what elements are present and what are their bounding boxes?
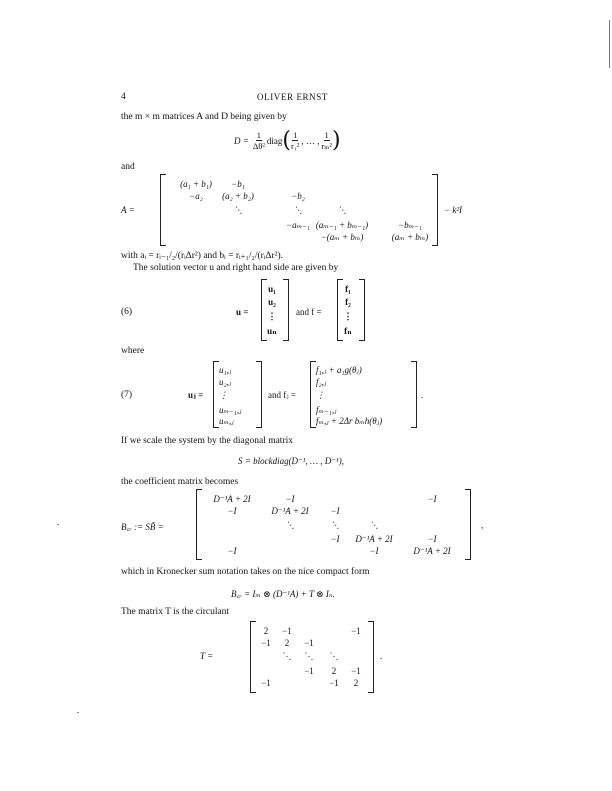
eq-b-cell: D⁻¹A + 2I <box>413 546 451 556</box>
running-title: OLIVER ERNST <box>257 92 328 102</box>
eq-t-cell: −1 <box>304 666 314 676</box>
eq-t-cell: −1 <box>329 678 339 688</box>
where-word: where <box>121 346 145 356</box>
eq7-f-right-bracket <box>411 361 417 428</box>
eq-b-cell: −I <box>227 506 237 516</box>
eq-b-cell: D⁻¹A + 2I <box>213 494 251 504</box>
eq-d-inner2-den: rₘ² <box>321 140 332 151</box>
eq-t-cell: 2 <box>284 638 290 648</box>
eq-b-right-bracket <box>465 489 471 560</box>
eq6-f-entry: f₁ <box>345 284 351 294</box>
eq-t-cell: ⋱ <box>282 651 292 661</box>
eq7-f-entry: f₂,ⱼ <box>316 377 327 387</box>
eq-b-cell: ⋱ <box>369 520 379 530</box>
eq-t-cell: ⋱ <box>304 651 314 661</box>
circ-line: The matrix T is the circulant <box>121 607 230 617</box>
coef-line: the coefficient matrix becomes <box>121 477 239 487</box>
eq-d-lhs: D = <box>234 135 249 146</box>
eq-t-lhs: T = <box>200 651 214 661</box>
eq-a-tail: − k²I <box>444 205 463 215</box>
eq-a-cell: ⋱ <box>233 205 243 215</box>
eq-b-cell: −I <box>227 546 237 556</box>
eq-a-cell: (aₘ₋₁ + bₘ₋₁) <box>315 220 369 230</box>
eq7-and: and fⱼ = <box>268 390 296 400</box>
eq6-f-left-bracket <box>337 279 343 341</box>
eq6-u-lhs: u = <box>236 307 249 317</box>
eq-a-right-bracket <box>432 174 438 246</box>
eq-b-cell: −I <box>369 546 379 556</box>
eq-b-left-bracket <box>196 489 202 560</box>
eq7-u-right-bracket <box>256 361 262 428</box>
eq-t-cell: −1 <box>351 626 361 636</box>
eq-d-rparen: ) <box>331 128 341 153</box>
eq6-u-right-bracket <box>283 279 289 341</box>
scale-line: If we scale the system by the diagonal matrix <box>121 436 294 446</box>
intro-text: the m × m matrices A and D being given by <box>121 112 287 122</box>
eq7-end: . <box>421 390 424 400</box>
eq-b-cell: ⋱ <box>330 520 340 530</box>
eq7-f-entry: fₘ₋₁,ⱼ <box>316 405 337 415</box>
eq-s: S = blockdiag(D⁻¹, … , D⁻¹), <box>238 456 344 466</box>
eq6-u-entry: uₙ <box>267 326 277 336</box>
eq-a-cell: (a₂ + b₂) <box>222 191 254 201</box>
eq6-f-right-bracket <box>359 279 365 341</box>
eq6-f-entry: fₙ <box>344 326 352 336</box>
eq-t-cell: 2 <box>353 678 359 688</box>
scan-speck <box>57 524 59 525</box>
eq-a-cell: −b₂ <box>291 191 305 201</box>
eq-a-cell: −a₂ <box>189 191 203 201</box>
eq7-u-entry: u₂,ⱼ <box>219 377 232 387</box>
eq-t-cell: −1 <box>304 638 314 648</box>
eq-b-cell: −I <box>427 494 437 504</box>
eq-b-cell: −I <box>285 494 295 504</box>
and-word: and <box>121 162 135 172</box>
eq-t-left-bracket <box>250 621 256 693</box>
eq-t-cell: −1 <box>261 638 271 648</box>
eq-t-end: . <box>380 651 383 661</box>
eq6-and: and f = <box>296 307 322 317</box>
eq-b-cell: ⋱ <box>285 520 295 530</box>
eq-a-cell: −(aₘ + bₘ) <box>320 232 364 242</box>
equation-d <box>234 128 341 153</box>
kron-line: which in Kronecker sum notation takes on the nice compact form <box>121 567 370 577</box>
eq-d-inner2 <box>321 131 332 151</box>
eq7-f-entry: ⋮ <box>316 390 325 400</box>
eq-t-cell: −1 <box>351 666 361 676</box>
eq-d-diag: diag <box>266 135 283 146</box>
eq6-u-left-bracket <box>261 279 267 341</box>
eq7-u-entry: ⋮ <box>219 390 228 400</box>
eq7-f-entry: f₁,ⱼ + a₁g(θⱼ) <box>316 365 362 375</box>
eq-a-left-bracket <box>160 174 166 246</box>
eq-d-inner2-num: 1 <box>324 129 329 140</box>
solution-line: The solution vector u and right hand side are given by <box>133 263 339 273</box>
eq-a-cell: ⋱ <box>293 205 303 215</box>
eq-b-cell: D⁻¹A + 2I <box>355 534 393 544</box>
eq-b-cell: D⁻¹A + 2I <box>271 506 309 516</box>
eq-d-inner1-num: 1 <box>293 129 298 140</box>
eq7-u-lhs: uⱼ = <box>188 390 204 400</box>
eq-a-lhs: A = <box>121 205 135 215</box>
eq-kron: B꜀ᵣ = Iₘ ⊗ (D⁻¹A) + T ⊗ Iₙ. <box>231 589 335 599</box>
eq-a-cell: −b₁ <box>231 179 245 189</box>
eq-b-cell: −I <box>330 506 340 516</box>
eq-d-num: 1 <box>256 129 261 140</box>
eq-number-6: (6) <box>121 307 133 317</box>
eq6-u-entry: u₁ <box>268 284 276 294</box>
eq-a-cell: (aₘ + bₘ) <box>391 232 429 242</box>
scan-edge-line <box>609 20 610 68</box>
eq-b-cell: −I <box>330 534 340 544</box>
eq-a-cell: −aₘ₋₁ <box>286 220 310 230</box>
eq-d-inner1 <box>291 131 299 151</box>
eq-d-inner1-den: r₁² <box>291 140 300 151</box>
eq-d-dots: , … , <box>301 135 320 146</box>
eq-t-cell: ⋱ <box>329 651 339 661</box>
eq-a-cell: (a₁ + b₁) <box>180 179 212 189</box>
eq-t-right-bracket <box>368 621 374 693</box>
eq7-u-entry: uₘ₋₁,ⱼ <box>219 405 242 415</box>
eq-d-fraction <box>253 131 265 151</box>
eq-d-den: Δθ² <box>252 140 265 151</box>
eq7-u-entry: u₁,ⱼ <box>219 365 232 375</box>
scan-speck <box>77 712 79 713</box>
eq-number-7: (7) <box>121 390 133 400</box>
eq-b-end: , <box>481 520 484 530</box>
eq7-f-entry: fₘ,ⱼ + 2Δr bₘh(θⱼ) <box>316 416 383 426</box>
eq6-u-entry: u₂ <box>268 297 276 307</box>
eq-t-cell: −1 <box>261 678 271 688</box>
page-number: 4 <box>121 92 126 102</box>
eq-b-cell: −I <box>427 534 437 544</box>
eq6-u-entry: ⋮ <box>267 311 277 321</box>
eq-t-cell: 2 <box>331 666 337 676</box>
eq-t-cell: −1 <box>282 626 292 636</box>
eq-t-cell: 2 <box>263 626 269 636</box>
eq6-f-entry: f₂ <box>345 297 351 307</box>
eq7-u-entry: uₘ,ⱼ <box>219 416 234 426</box>
with-line: with aᵢ = rᵢ₋₁/₂/(rᵢΔr²) and bᵢ = rᵢ₊₁/₂/(rᵢΔr²). <box>121 251 283 261</box>
eq-a-cell: ⋱ <box>337 205 347 215</box>
eq-b-lhs: B꜀ᵣ := SB̃ = <box>121 522 164 532</box>
eq6-f-entry: ⋮ <box>343 311 353 321</box>
eq-a-cell: −bₘ₋₁ <box>398 220 422 230</box>
eq-d-lparen: ( <box>282 128 292 153</box>
